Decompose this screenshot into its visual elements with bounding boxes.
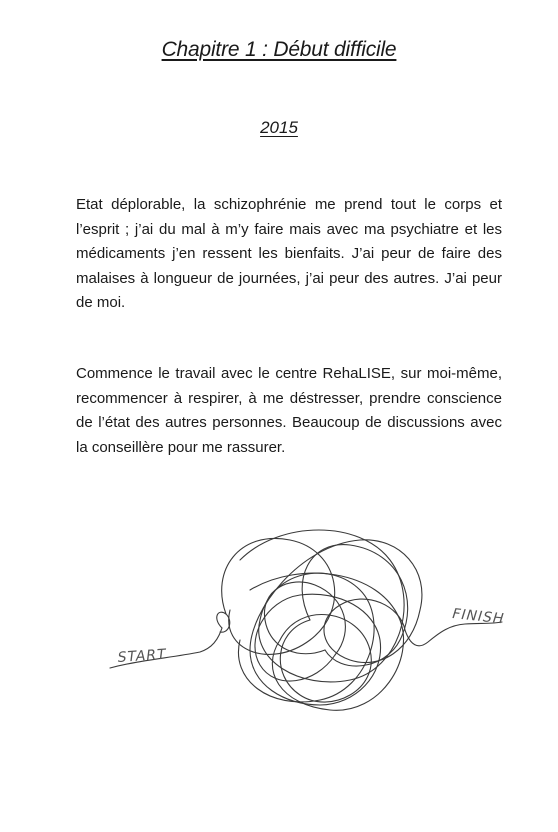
- finish-label: FINISH: [451, 606, 506, 628]
- start-label: START: [117, 646, 168, 666]
- chapter-title: Chapitre 1 : Début difficile: [161, 38, 397, 61]
- tangle-loop-1: [222, 538, 335, 654]
- tangle-loop-5: [280, 615, 371, 703]
- tangled-path-illustration: [100, 500, 510, 740]
- year-heading: 2015: [260, 118, 298, 137]
- tangle-loop-3: [238, 573, 374, 702]
- tangle-loop-8: [255, 594, 380, 681]
- paragraph-2: Commence le travail avec le centre RehaLISE, sur moi-même, recommencer à respirer, à me déstresser, prendre conscience de l’état des autres personnes. Beaucoup de discussions avec la conseillère pour me rassurer.: [76, 365, 502, 456]
- start-knot-loop: [217, 612, 230, 632]
- paragraph-1: Etat déplorable, la schizophrénie me prend tout le corps et l’esprit ; j’ai du mal à m’y faire mais avec ma psychiatre et les médicaments j’en ressent les bienfaits. J’ai peur de faire des malaises à longueur de journées, j’ai peur des autres. J’ai peur de moi.: [76, 196, 502, 311]
